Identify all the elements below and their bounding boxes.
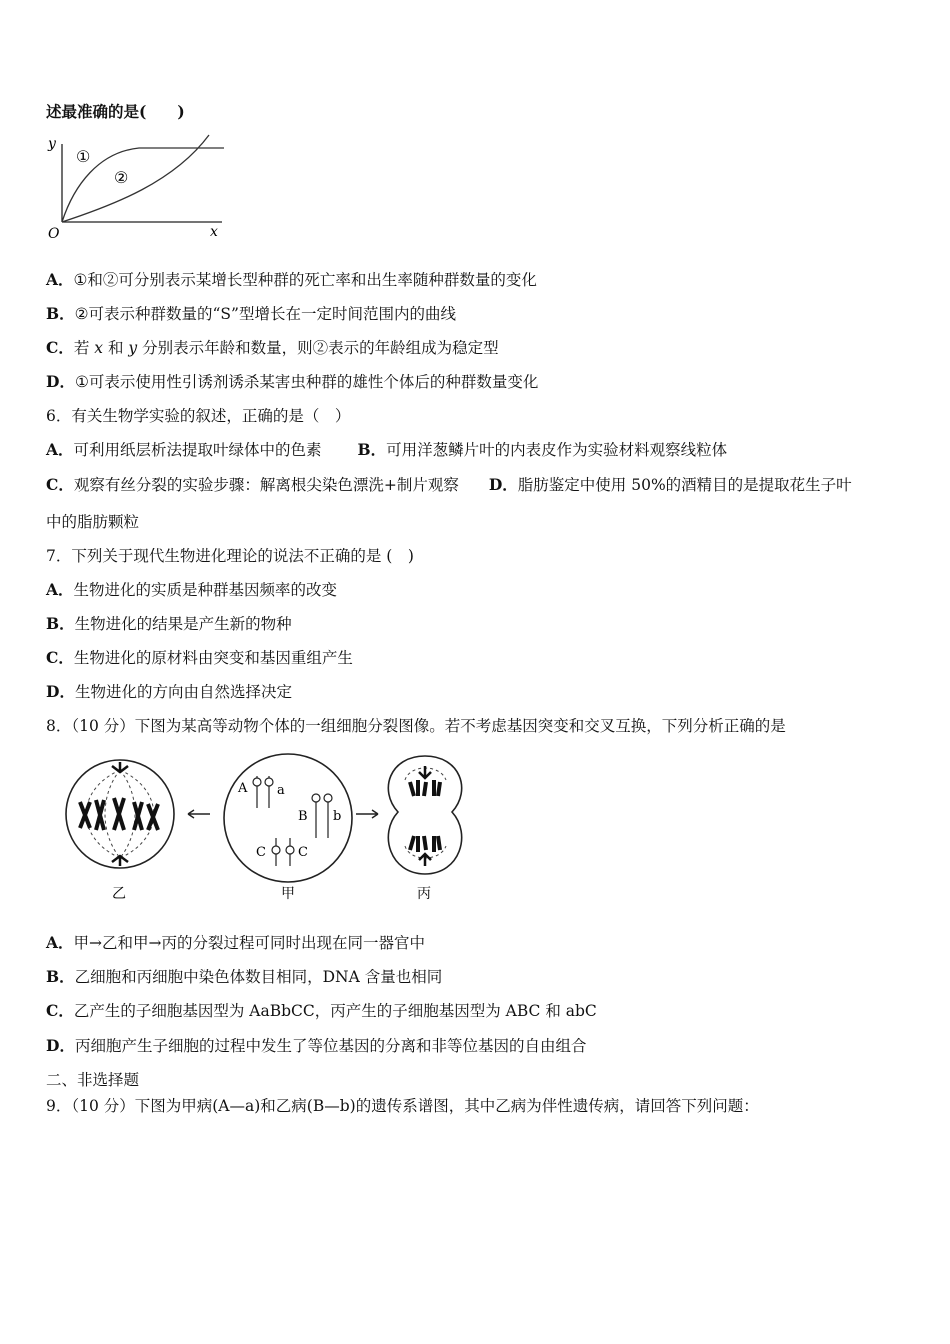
q5-option-d: D．①可表示使用性引诱剂诱杀某害虫种群的雄性个体后的种群数量变化 — [46, 372, 539, 391]
q7-option-c: C．生物进化的原材料由突变和基因重组产生 — [46, 648, 353, 667]
gene-C2-label: C — [298, 845, 308, 860]
q7-option-a: A．生物进化的实质是种群基因频率的改变 — [46, 580, 338, 599]
q6-option-c: 观察有丝分裂的实验步骤：解离根尖染色漂洗+制片观察 — [73, 476, 459, 494]
gene-b-label: b — [333, 809, 342, 824]
q5-curve-graph — [44, 130, 234, 242]
gene-B-label: B — [298, 809, 308, 824]
q5-option-b: B．②可表示种群数量的“S”型增长在一定时间范围内的曲线 — [46, 304, 456, 323]
cell-jia — [224, 754, 352, 882]
q6-option-b: 可用洋葱鳞片叶的内表皮作为实验材料观察线粒体 — [386, 441, 728, 459]
q6-option-a: 可利用纸层析法提取叶绿体中的色素 — [73, 441, 322, 459]
gene-A-label: A — [238, 781, 248, 796]
q7-stem: 7．下列关于现代生物进化理论的说法不正确的是 ( ) — [46, 547, 414, 565]
q8-option-b: B．乙细胞和丙细胞中染色体数目相同，DNA 含量也相同 — [46, 967, 443, 986]
gene-a-label: a — [277, 783, 285, 798]
q8-option-d: D．丙细胞产生子细胞的过程中发生了等位基因的分离和非等位基因的自由组合 — [46, 1036, 587, 1055]
curve-1-label: ① — [76, 147, 91, 166]
arrow-to-yi — [188, 810, 210, 818]
cell-yi — [66, 760, 174, 868]
cell-bing — [388, 756, 461, 874]
curve-2-label: ② — [114, 168, 129, 187]
q5-option-c: C．若 x 和 y 分别表示年龄和数量，则②表示的年龄组成为稳定型 — [46, 338, 499, 357]
cell-jia-label: 甲 — [281, 886, 295, 902]
section-2-title: 二、非选择题 — [46, 1071, 140, 1089]
q6-option-d-continued: 中的脂肪颗粒 — [46, 513, 140, 531]
q5-stem-tail: 述最准确的是( ) — [46, 102, 185, 121]
q6-option-ab-row: A．可利用纸层析法提取叶绿体中的色素 B．可用洋葱鳞片叶的内表皮作为实验材料观察线粒体 — [46, 440, 728, 459]
q8-option-a: A．甲→乙和甲→丙的分裂过程可同时出现在同一器官中 — [46, 933, 426, 952]
q6-stem: 6．有关生物学实验的叙述，正确的是（ ） — [46, 407, 351, 425]
cell-yi-label: 乙 — [112, 886, 126, 902]
origin-label: O — [48, 226, 60, 242]
q8-cell-division-figure — [60, 750, 480, 910]
q6-option-d: 脂肪鉴定中使用 50%的酒精目的是提取花生子叶 — [517, 476, 852, 494]
q8-stem: 8．（10 分）下图为某高等动物个体的一组细胞分裂图像。若不考虑基因突变和交叉互换，下列分析正确的是 — [46, 717, 786, 735]
y-axis-label: y — [48, 136, 56, 152]
cell-bing-label: 丙 — [417, 886, 431, 902]
gene-C1-label: C — [256, 845, 266, 860]
q9-stem: 9．（10 分）下图为甲病(A—a)和乙病(B—b)的遗传系谱图，其中乙病为伴性遗传病，请回答下列问题： — [46, 1097, 759, 1115]
q6-option-cd-row: C．观察有丝分裂的实验步骤：解离根尖染色漂洗+制片观察 D．脂肪鉴定中使用 50%的酒精目的是提取花生子叶 — [46, 475, 852, 494]
x-axis-label: x — [210, 224, 218, 240]
q5-option-a: A．①和②可分别表示某增长型种群的死亡率和出生率随种群数量的变化 — [46, 270, 537, 289]
q7-option-d: D．生物进化的方向由自然选择决定 — [46, 682, 292, 701]
q8-option-c: C．乙产生的子细胞基因型为 AaBbCC，丙产生的子细胞基因型为 ABC 和 abC — [46, 1001, 597, 1020]
arrow-to-bing — [356, 810, 378, 818]
q7-option-b: B．生物进化的结果是产生新的物种 — [46, 614, 292, 633]
